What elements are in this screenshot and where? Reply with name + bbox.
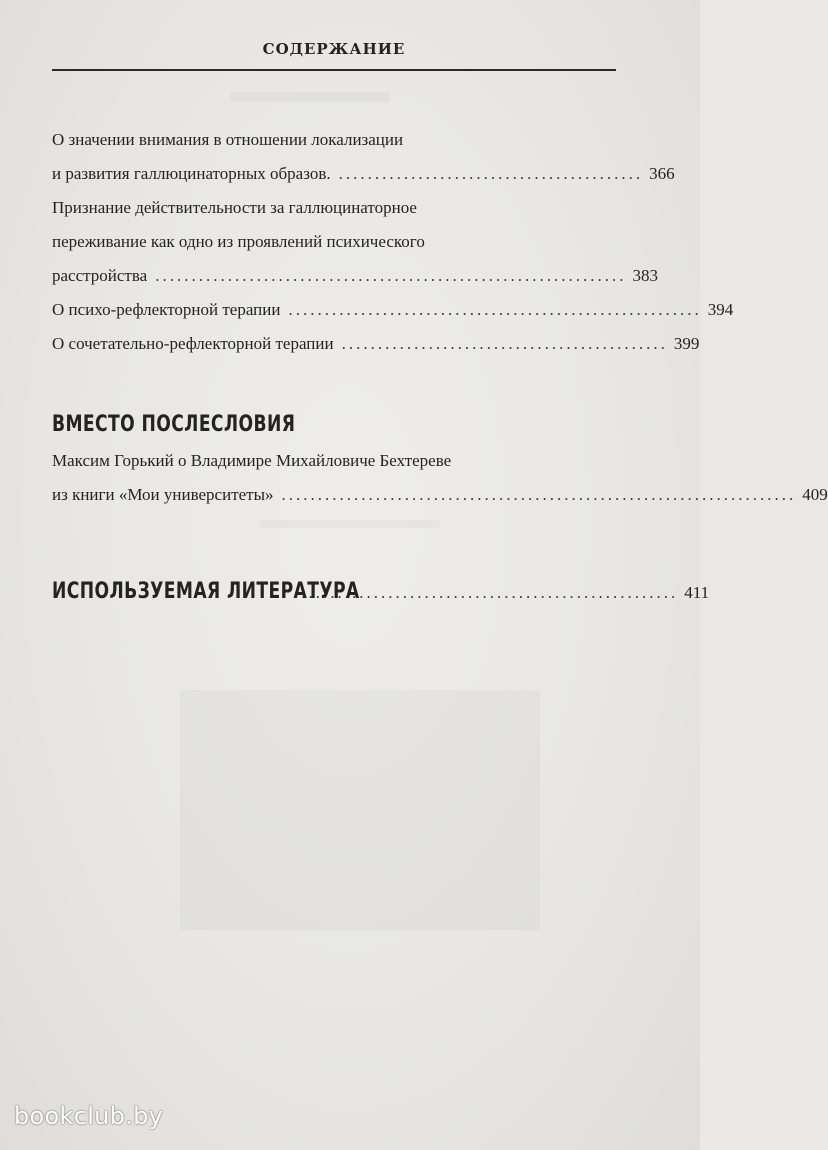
dot-leader: .............................................: [341, 334, 668, 353]
page-number: 399: [673, 334, 700, 353]
toc-entry-line: Признание действительности за галлюцинаторное: [52, 198, 417, 217]
toc-entry-line: О значении внимания в отношении локализации: [52, 130, 404, 149]
toc-entries: [52, 123, 734, 361]
dot-leader: .........................................................: [288, 300, 702, 319]
toc-entry-text: и развития галлюцинаторных образов.: [52, 164, 331, 183]
toc-entry-line: переживание как одно из проявлений психического: [52, 232, 425, 251]
page-number: 409: [802, 485, 828, 504]
toc-entry-last-line: [52, 293, 734, 327]
toc-entry-last-line: [52, 478, 828, 512]
page-header-title: СОДЕРЖАНИЕ: [262, 40, 406, 58]
toc-entry-text: О психо-рефлекторной терапии: [52, 300, 281, 319]
toc-entry-last-line: [52, 259, 658, 293]
page-number: 366: [649, 164, 675, 183]
dot-leader: .....................................................: [294, 583, 679, 602]
toc-section-literature: [52, 572, 710, 612]
dot-leader: .......................................................................: [281, 485, 797, 504]
bleed-through-text: [180, 690, 540, 930]
section-heading: ВМЕСТО ПОСЛЕСЛОВИЯ: [52, 412, 296, 437]
toc-entry-last-line: [52, 572, 710, 612]
section-heading: ИСПОЛЬЗУЕМАЯ ЛИТЕРАТУРА: [52, 579, 360, 604]
header-rule: [52, 69, 616, 71]
toc-entry-last-line: [52, 327, 700, 361]
toc-entry-text: расстройства: [52, 266, 148, 285]
toc-entry-last-line: [52, 157, 675, 191]
toc-entry-line: Максим Горький о Владимире Михайловиче Бехтереве: [52, 451, 452, 470]
page-number: 411: [684, 583, 710, 602]
toc-section-afterword: [52, 408, 828, 512]
watermark: bookclub.by: [14, 1102, 164, 1130]
dot-leader: .................................................................: [155, 266, 627, 285]
page-number: 394: [707, 300, 734, 319]
toc-entry-text: из книги «Мои университеты»: [52, 485, 274, 504]
page-number: 383: [632, 266, 658, 285]
bleed-through-text: [260, 520, 440, 528]
dot-leader: ..........................................: [338, 164, 644, 183]
toc-entry-text: О сочетательно-рефлекторной терапии: [52, 334, 334, 353]
bleed-through-text: [230, 92, 390, 102]
